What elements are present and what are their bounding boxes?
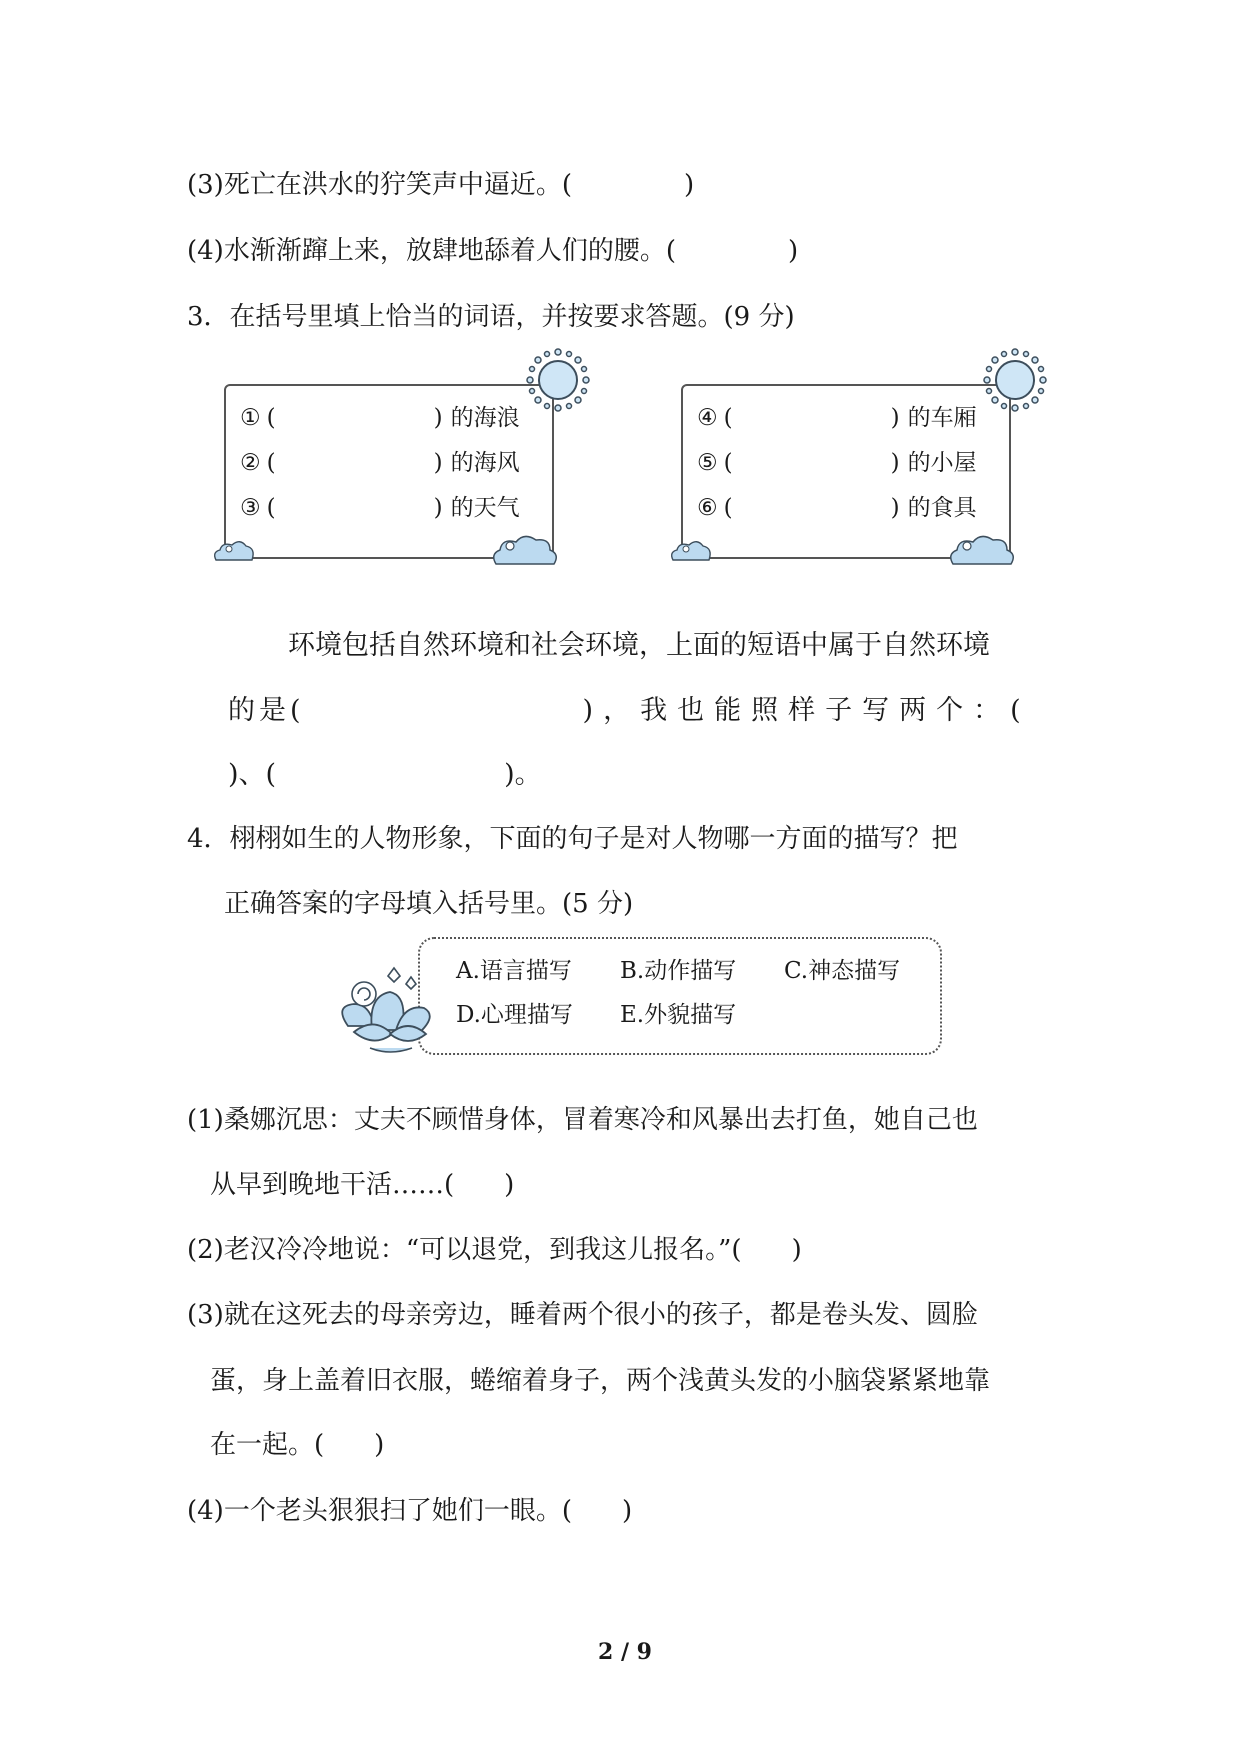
q2-item3-text: (3)死亡在洪水的狞笑声中逼近。(	[187, 170, 572, 200]
q4-item2	[187, 1233, 802, 1267]
q4-item3-close: )	[374, 1430, 385, 1460]
q3-para-line2-a: 的是(	[228, 695, 305, 726]
q4-heading-line2: 正确答案的字母填入括号里。(5 分)	[224, 889, 634, 919]
option-b: B.动作描写	[620, 958, 737, 984]
option-d: D.心理描写	[456, 1002, 573, 1028]
small-cloud-icon	[212, 538, 256, 564]
sun-icon	[522, 344, 594, 416]
q4-item3-line3	[210, 1428, 384, 1462]
q3-para-line3-b: )。	[504, 759, 542, 790]
row-open-paren: (	[266, 450, 276, 476]
q3-para-line3-a: )、(	[228, 759, 277, 790]
row-open-paren: (	[723, 495, 733, 521]
q4-heading-line1: 4．栩栩如生的人物形象，下面的句子是对人物哪一方面的描写？把	[187, 824, 958, 854]
row-close-paren: )	[890, 450, 900, 476]
page-number: 2 / 9	[598, 1639, 652, 1665]
q4-item4-close: )	[621, 1496, 633, 1526]
row-number: ②	[240, 450, 261, 476]
q3-left-row-2	[240, 448, 520, 478]
q3-left-row-1	[240, 403, 520, 433]
flower-snail-icon	[334, 956, 444, 1066]
q4-item4	[187, 1494, 632, 1528]
q4-item1-line2	[210, 1168, 514, 1202]
row-tail: 的海浪	[450, 405, 520, 431]
sun-icon	[979, 344, 1051, 416]
q3-paragraph-line3	[228, 758, 542, 792]
row-number: ⑤	[697, 450, 718, 476]
q4-item3-line1: (3)就在这死去的母亲旁边，睡着两个很小的孩子，都是卷头发、圆脸	[187, 1300, 978, 1330]
q3-paragraph-line1: 环境包括自然环境和社会环境，上面的短语中属于自然环境	[288, 630, 990, 661]
q3-right-row-4	[697, 403, 977, 433]
q4-options-box	[418, 937, 942, 1055]
q3-left-row-3	[240, 493, 520, 523]
q3-right-row-5	[697, 448, 977, 478]
row-close-paren: )	[890, 495, 900, 521]
q4-item3-text: 在一起。(	[210, 1430, 325, 1460]
q2-item4	[187, 234, 798, 268]
row-open-paren: (	[266, 405, 276, 431]
row-open-paren: (	[723, 450, 733, 476]
row-close-paren: )	[433, 495, 443, 521]
q4-item2-close: )	[791, 1235, 802, 1265]
q3-heading: 3．在括号里填上恰当的词语，并按要求答题。(9 分)	[187, 302, 795, 332]
option-e: E.外貌描写	[620, 1002, 737, 1028]
row-tail: 的天气	[450, 495, 520, 521]
q2-item3-close: )	[683, 170, 695, 200]
q3-paragraph-line2	[228, 694, 1031, 728]
row-tail: 的海风	[450, 450, 520, 476]
small-cloud-icon	[669, 538, 713, 564]
q4-item3-line2: 蛋，身上盖着旧衣服，蜷缩着身子，两个浅黄头发的小脑袋紧紧地靠	[210, 1366, 991, 1396]
row-number: ⑥	[697, 495, 718, 521]
row-close-paren: )	[890, 405, 900, 431]
row-tail: 的食具	[907, 495, 977, 521]
row-tail: 的小屋	[907, 450, 977, 476]
row-close-paren: )	[433, 405, 443, 431]
q4-item4-text: (4)一个老头狠狠扫了她们一眼。(	[187, 1496, 572, 1526]
q4-item1-text: 从早到晚地干活……(	[210, 1170, 455, 1200]
row-number: ①	[240, 405, 261, 431]
q3-right-row-6	[697, 493, 977, 523]
row-tail: 的车厢	[907, 405, 977, 431]
row-open-paren: (	[266, 495, 276, 521]
row-number: ④	[697, 405, 718, 431]
q4-item1-line1: (1)桑娜沉思：丈夫不顾惜身体，冒着寒冷和风暴出去打鱼，她自己也	[187, 1105, 978, 1135]
q2-item3	[187, 168, 694, 202]
option-a: A.语言描写	[456, 958, 572, 984]
row-close-paren: )	[433, 450, 443, 476]
q2-item4-text: (4)水渐渐蹿上来，放肆地舔着人们的腰。(	[187, 236, 676, 266]
q2-item4-close: )	[787, 236, 799, 266]
row-number: ③	[240, 495, 261, 521]
q3-para-line2-b: )，我也能照样子写两个：(	[582, 695, 1031, 726]
cloud-icon	[490, 532, 560, 568]
option-c: C.神态描写	[784, 958, 901, 984]
q4-item1-close: )	[504, 1170, 515, 1200]
q4-item2-text: (2)老汉冷冷地说：“可以退党，到我这儿报名。”(	[187, 1235, 742, 1265]
cloud-icon	[947, 532, 1017, 568]
row-open-paren: (	[723, 405, 733, 431]
